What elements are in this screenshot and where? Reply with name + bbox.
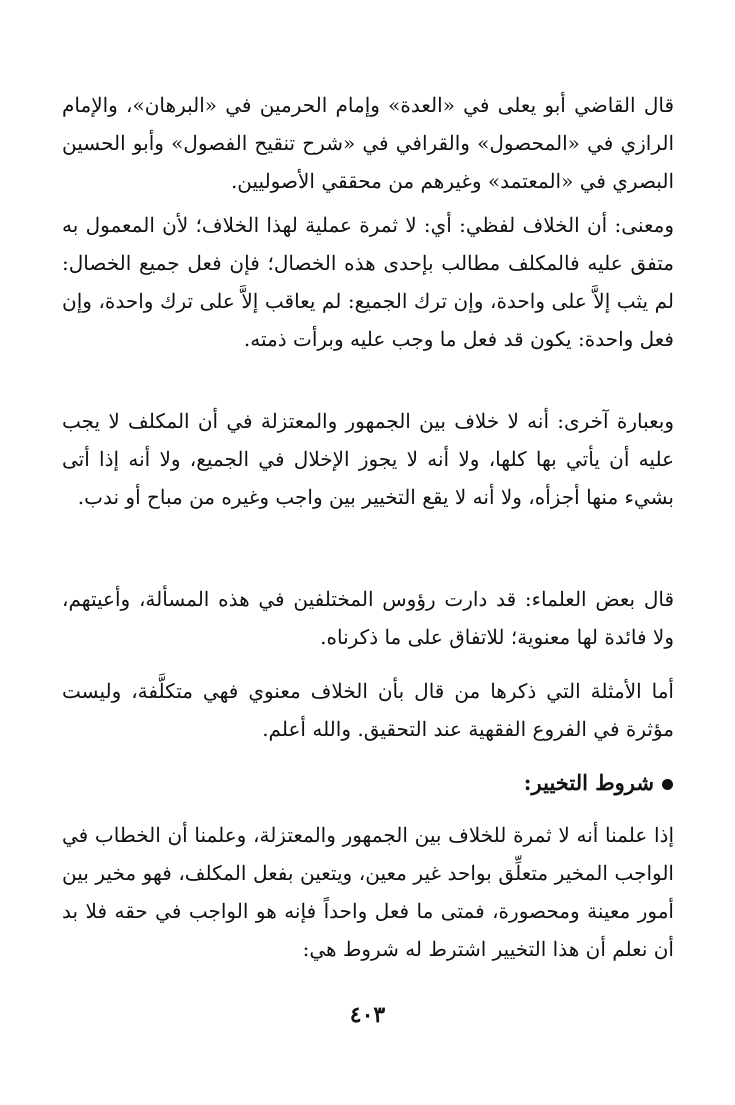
paragraph-4: قال بعض العلماء: قد دارت رؤوس المختلفين في هذه المسألة، وأعيتهم، ولا فائدة لها معنوية؛ للاتفاق على ما ذكرناه.	[62, 587, 675, 649]
paragraph-6: إذا علمنا أنه لا ثمرة للخلاف بين الجمهور والمعتزلة، وعلمنا أن الخطاب في الواجب المخير متعلِّق بواحد غير معين، ويتعين بفعل المكلف، فهو مخير بين أمور معينة ومحصورة، فمتى ما فعل واحداً فإنه هو الواجب في حقه فلا بد أن نعلم أن هذا التخيير اشترط له شروط هي:	[62, 823, 674, 961]
paragraph-3: وبعبارة آخرى: أنه لا خلاف بين الجمهور والمعتزلة في أن المكلف لا يجب عليه أن يأتي بها كلها، ولا أنه لا يجوز الإخلال في الجميع، ولا أنه إذا أتى بشيء منها أجزأه، ولا أنه لا يقع التخيير بين واجب وغيره من مباح أو ندب.	[62, 409, 674, 509]
bullet-icon	[662, 779, 673, 790]
paragraph-1: قال القاضي أبو يعلى في «العدة» وإمام الحرمين في «البرهان»، والإمام الرازي في «المحصول» والقرافي في «شرح تنقيح الفصول» وأبو الحسين البصري في «المعتمد» وغيرهم من محققي الأصوليين.	[62, 93, 675, 193]
paragraph-2: ومعنى: أن الخلاف لفظي: أي: لا ثمرة عملية لهذا الخلاف؛ لأن المعمول به متفق عليه فالمكلف مطالب بإحدى هذه الخصال؛ فإن فعل جميع الخصال: لم يثب إلاَّ على واحدة، وإن ترك الجميع: لم يعاقب إلاَّ على ترك واحدة، وإن فعل واحدة: يكون قد فعل ما وجب عليه وبرأت ذمته.	[62, 213, 674, 351]
section-heading	[524, 766, 673, 800]
paragraph-5: أما الأمثلة التي ذكرها من قال بأن الخلاف معنوي فهي متكلَّفة، وليست مؤثرة في الفروع الفقهية عند التحقيق. والله أعلم.	[62, 679, 674, 741]
page-number: ٤٠٣	[349, 1002, 386, 1028]
section-heading-text: شروط التخيير:	[523, 770, 654, 795]
